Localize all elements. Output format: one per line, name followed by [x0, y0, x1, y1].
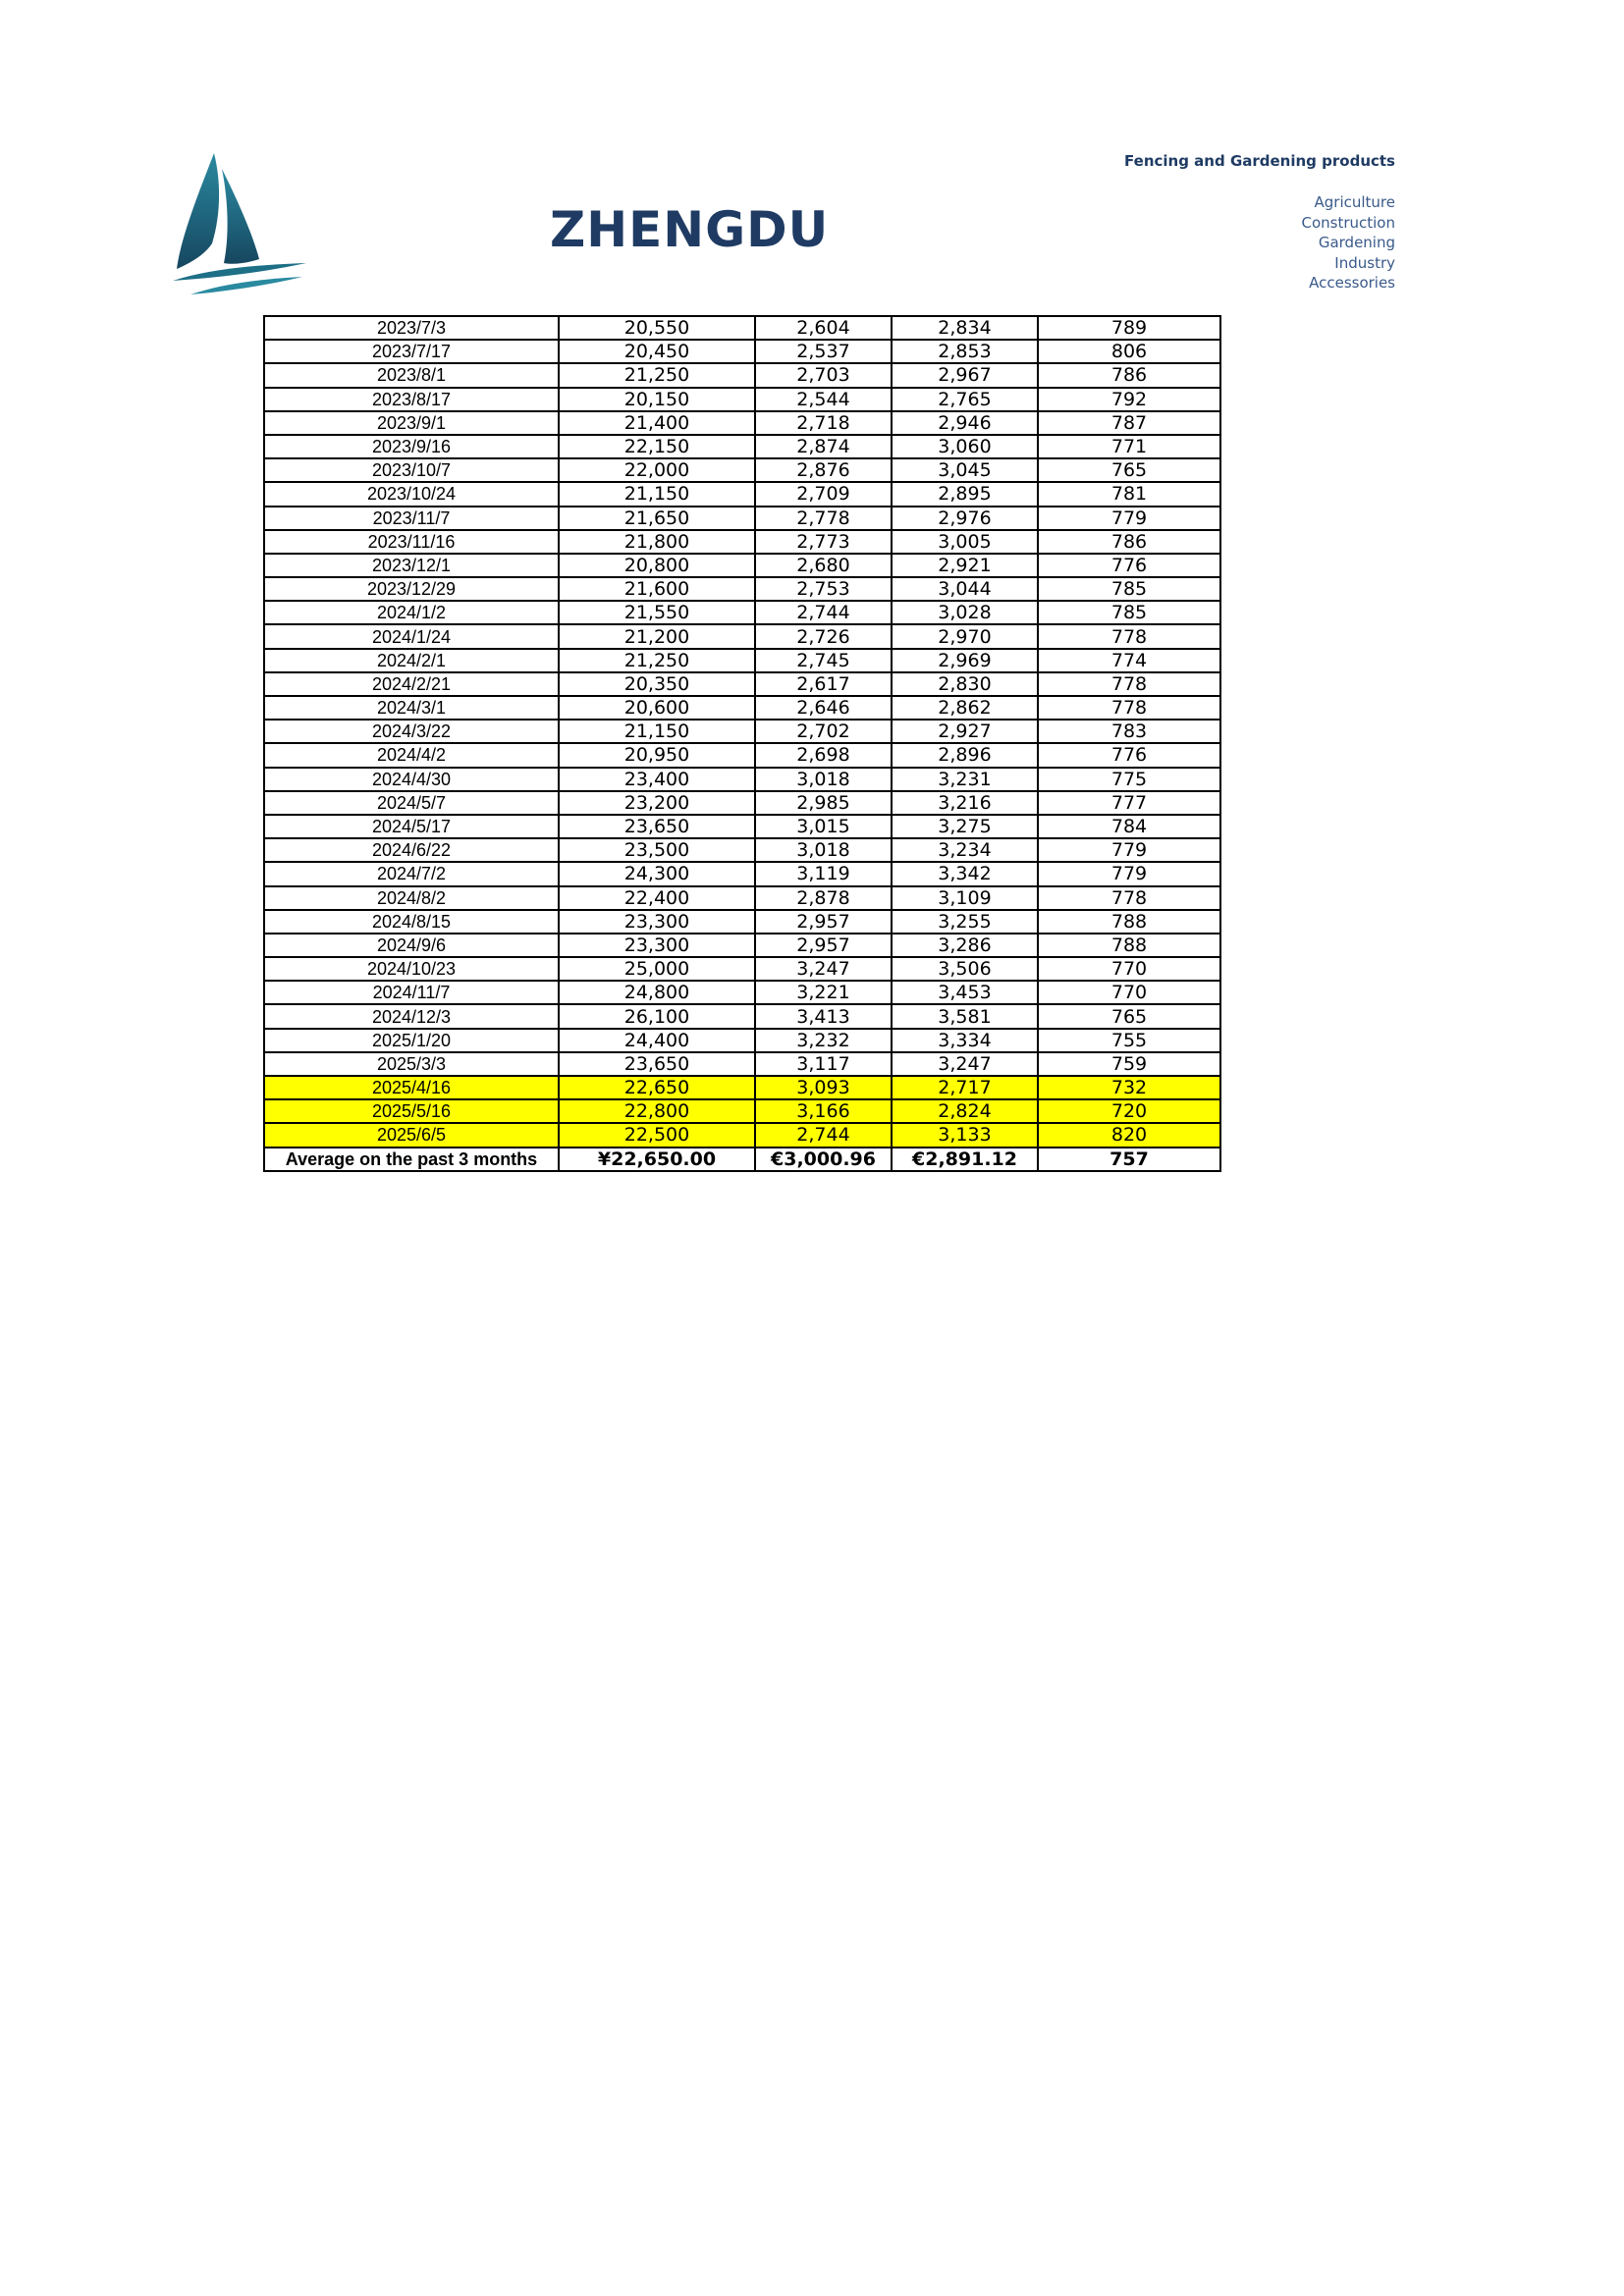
- value-cell: 20,150: [559, 388, 755, 411]
- value-cell: 778: [1038, 672, 1220, 696]
- value-cell: 787: [1038, 411, 1220, 435]
- price-table-body: [264, 316, 1220, 1171]
- date-cell: 2023/9/1: [264, 411, 559, 435]
- value-cell: 2,970: [892, 624, 1038, 648]
- value-cell: 20,800: [559, 554, 755, 577]
- table-row: [264, 1004, 1220, 1028]
- category-item: Construction: [1301, 213, 1395, 232]
- value-cell: 24,800: [559, 981, 755, 1004]
- value-cell: 778: [1038, 886, 1220, 910]
- table-row: [264, 1029, 1220, 1052]
- value-cell: 3,232: [755, 1029, 892, 1052]
- average-label: Average on the past 3 months: [264, 1148, 559, 1171]
- value-cell: 2,878: [755, 886, 892, 910]
- value-cell: 3,247: [755, 957, 892, 981]
- value-cell: 778: [1038, 624, 1220, 648]
- value-cell: 783: [1038, 720, 1220, 743]
- value-cell: 2,830: [892, 672, 1038, 696]
- value-cell: 22,400: [559, 886, 755, 910]
- date-cell: 2023/8/1: [264, 363, 559, 387]
- value-cell: 22,150: [559, 435, 755, 458]
- value-cell: 2,896: [892, 743, 1038, 767]
- value-cell: 2,765: [892, 388, 1038, 411]
- value-cell: 23,200: [559, 791, 755, 815]
- value-cell: 786: [1038, 363, 1220, 387]
- value-cell: 774: [1038, 649, 1220, 672]
- table-row: [264, 957, 1220, 981]
- date-cell: 2023/12/1: [264, 554, 559, 577]
- value-cell: 22,500: [559, 1123, 755, 1147]
- value-cell: 3,581: [892, 1004, 1038, 1028]
- category-item: Agriculture: [1314, 193, 1395, 211]
- table-row: [264, 340, 1220, 363]
- date-cell: 2023/12/29: [264, 577, 559, 601]
- value-cell: 3,453: [892, 981, 1038, 1004]
- value-cell: 784: [1038, 815, 1220, 838]
- value-cell: 20,550: [559, 316, 755, 340]
- table-row: [264, 1076, 1220, 1099]
- value-cell: 2,680: [755, 554, 892, 577]
- value-cell: 3,109: [892, 886, 1038, 910]
- value-cell: 785: [1038, 601, 1220, 624]
- value-cell: 2,537: [755, 340, 892, 363]
- date-cell: 2024/2/1: [264, 649, 559, 672]
- value-cell: 21,150: [559, 720, 755, 743]
- value-cell: 788: [1038, 910, 1220, 934]
- value-cell: 2,927: [892, 720, 1038, 743]
- category-item: Accessories: [1309, 274, 1395, 292]
- value-cell: 2,773: [755, 530, 892, 554]
- table-row: [264, 363, 1220, 387]
- value-cell: 771: [1038, 435, 1220, 458]
- value-cell: 2,646: [755, 696, 892, 720]
- value-cell: 21,150: [559, 482, 755, 506]
- date-cell: 2024/1/24: [264, 624, 559, 648]
- category-item: Industry: [1334, 253, 1395, 272]
- value-cell: 2,744: [755, 601, 892, 624]
- value-cell: 2,744: [755, 1123, 892, 1147]
- value-cell: 778: [1038, 696, 1220, 720]
- value-cell: 3,221: [755, 981, 892, 1004]
- value-cell: 788: [1038, 934, 1220, 957]
- value-cell: 755: [1038, 1029, 1220, 1052]
- value-cell: 3,334: [892, 1029, 1038, 1052]
- value-cell: 26,100: [559, 1004, 755, 1028]
- date-cell: 2024/4/30: [264, 768, 559, 791]
- value-cell: 3,216: [892, 791, 1038, 815]
- table-row: [264, 435, 1220, 458]
- table-row: [264, 981, 1220, 1004]
- value-cell: 2,834: [892, 316, 1038, 340]
- date-cell: 2024/3/22: [264, 720, 559, 743]
- value-cell: 3,093: [755, 1076, 892, 1099]
- value-cell: 3,506: [892, 957, 1038, 981]
- table-row: [264, 1052, 1220, 1076]
- value-cell: 3,247: [892, 1052, 1038, 1076]
- value-cell: 3,018: [755, 768, 892, 791]
- date-cell: 2025/3/3: [264, 1052, 559, 1076]
- value-cell: 770: [1038, 957, 1220, 981]
- value-cell: 720: [1038, 1099, 1220, 1123]
- value-cell: 3,255: [892, 910, 1038, 934]
- value-cell: 732: [1038, 1076, 1220, 1099]
- value-cell: 23,500: [559, 838, 755, 862]
- value-cell: 23,300: [559, 910, 755, 934]
- value-cell: 22,650: [559, 1076, 755, 1099]
- value-cell: 3,234: [892, 838, 1038, 862]
- value-cell: 3,060: [892, 435, 1038, 458]
- value-cell: 789: [1038, 316, 1220, 340]
- value-cell: 2,617: [755, 672, 892, 696]
- table-row: [264, 649, 1220, 672]
- table-row: [264, 743, 1220, 767]
- table-row: [264, 1099, 1220, 1123]
- table-row: [264, 910, 1220, 934]
- date-cell: 2023/10/24: [264, 482, 559, 506]
- value-cell: 2,718: [755, 411, 892, 435]
- value-cell: 786: [1038, 530, 1220, 554]
- value-cell: 2,967: [892, 363, 1038, 387]
- average-value: ¥22,650.00: [559, 1148, 755, 1171]
- value-cell: 24,400: [559, 1029, 755, 1052]
- value-cell: 2,853: [892, 340, 1038, 363]
- value-cell: 775: [1038, 768, 1220, 791]
- tagline: Fencing and Gardening products: [1124, 152, 1395, 170]
- date-cell: 2025/4/16: [264, 1076, 559, 1099]
- date-cell: 2023/9/16: [264, 435, 559, 458]
- date-cell: 2024/1/2: [264, 601, 559, 624]
- value-cell: 21,400: [559, 411, 755, 435]
- table-row: [264, 624, 1220, 648]
- table-row: [264, 388, 1220, 411]
- table-row: [264, 530, 1220, 554]
- value-cell: 765: [1038, 1004, 1220, 1028]
- date-cell: 2024/8/15: [264, 910, 559, 934]
- value-cell: 2,969: [892, 649, 1038, 672]
- value-cell: 22,000: [559, 458, 755, 482]
- date-cell: 2025/5/16: [264, 1099, 559, 1123]
- value-cell: 21,250: [559, 649, 755, 672]
- value-cell: 3,018: [755, 838, 892, 862]
- value-cell: 2,985: [755, 791, 892, 815]
- table-row: [264, 720, 1220, 743]
- value-cell: 776: [1038, 743, 1220, 767]
- table-row: [264, 316, 1220, 340]
- value-cell: 2,862: [892, 696, 1038, 720]
- value-cell: 3,045: [892, 458, 1038, 482]
- value-cell: 785: [1038, 577, 1220, 601]
- value-cell: 3,133: [892, 1123, 1038, 1147]
- value-cell: 2,876: [755, 458, 892, 482]
- value-cell: 21,650: [559, 507, 755, 530]
- value-cell: 806: [1038, 340, 1220, 363]
- value-cell: 24,300: [559, 862, 755, 885]
- date-cell: 2024/7/2: [264, 862, 559, 885]
- value-cell: 2,824: [892, 1099, 1038, 1123]
- value-cell: 2,957: [755, 934, 892, 957]
- price-table: [263, 315, 1221, 1172]
- value-cell: 2,726: [755, 624, 892, 648]
- date-cell: 2024/4/2: [264, 743, 559, 767]
- value-cell: 759: [1038, 1052, 1220, 1076]
- value-cell: 777: [1038, 791, 1220, 815]
- value-cell: 21,600: [559, 577, 755, 601]
- value-cell: 770: [1038, 981, 1220, 1004]
- category-item: Gardening: [1318, 234, 1395, 251]
- value-cell: 2,717: [892, 1076, 1038, 1099]
- value-cell: 2,604: [755, 316, 892, 340]
- table-row: [264, 554, 1220, 577]
- value-cell: 20,350: [559, 672, 755, 696]
- value-cell: 3,117: [755, 1052, 892, 1076]
- table-row: [264, 577, 1220, 601]
- table-row: [264, 815, 1220, 838]
- table-row: [264, 482, 1220, 506]
- value-cell: 20,450: [559, 340, 755, 363]
- date-cell: 2024/9/6: [264, 934, 559, 957]
- date-cell: 2023/11/16: [264, 530, 559, 554]
- value-cell: 779: [1038, 838, 1220, 862]
- value-cell: 3,119: [755, 862, 892, 885]
- table-row: [264, 768, 1220, 791]
- value-cell: 3,166: [755, 1099, 892, 1123]
- table-row: [264, 507, 1220, 530]
- sailboat-logo-icon: [171, 149, 310, 298]
- value-cell: 23,300: [559, 934, 755, 957]
- value-cell: 3,044: [892, 577, 1038, 601]
- date-cell: 2023/7/17: [264, 340, 559, 363]
- value-cell: 2,874: [755, 435, 892, 458]
- brand-name: ZHENGDU: [550, 201, 830, 258]
- value-cell: 2,921: [892, 554, 1038, 577]
- table-row: [264, 791, 1220, 815]
- table-row: [264, 672, 1220, 696]
- date-cell: 2024/2/21: [264, 672, 559, 696]
- date-cell: 2024/12/3: [264, 1004, 559, 1028]
- value-cell: 3,028: [892, 601, 1038, 624]
- value-cell: 3,005: [892, 530, 1038, 554]
- value-cell: 2,778: [755, 507, 892, 530]
- value-cell: 21,550: [559, 601, 755, 624]
- value-cell: 2,709: [755, 482, 892, 506]
- value-cell: 21,250: [559, 363, 755, 387]
- date-cell: 2024/6/22: [264, 838, 559, 862]
- value-cell: 2,745: [755, 649, 892, 672]
- date-cell: 2023/8/17: [264, 388, 559, 411]
- date-cell: 2023/7/3: [264, 316, 559, 340]
- date-cell: 2025/1/20: [264, 1029, 559, 1052]
- table-row: [264, 934, 1220, 957]
- value-cell: 2,698: [755, 743, 892, 767]
- value-cell: 781: [1038, 482, 1220, 506]
- value-cell: 765: [1038, 458, 1220, 482]
- value-cell: 3,342: [892, 862, 1038, 885]
- value-cell: 776: [1038, 554, 1220, 577]
- value-cell: 779: [1038, 862, 1220, 885]
- value-cell: 3,286: [892, 934, 1038, 957]
- value-cell: 2,544: [755, 388, 892, 411]
- table-row: [264, 1123, 1220, 1147]
- average-row: [264, 1148, 1220, 1171]
- value-cell: 3,275: [892, 815, 1038, 838]
- value-cell: 23,650: [559, 1052, 755, 1076]
- value-cell: 3,413: [755, 1004, 892, 1028]
- average-value: €2,891.12: [892, 1148, 1038, 1171]
- value-cell: 22,800: [559, 1099, 755, 1123]
- table-row: [264, 862, 1220, 885]
- table-row: [264, 411, 1220, 435]
- value-cell: 21,800: [559, 530, 755, 554]
- category-list: [1301, 192, 1395, 294]
- table-row: [264, 696, 1220, 720]
- date-cell: 2024/3/1: [264, 696, 559, 720]
- value-cell: 2,976: [892, 507, 1038, 530]
- value-cell: 2,895: [892, 482, 1038, 506]
- date-cell: 2024/5/7: [264, 791, 559, 815]
- value-cell: 20,950: [559, 743, 755, 767]
- value-cell: 25,000: [559, 957, 755, 981]
- date-cell: 2024/10/23: [264, 957, 559, 981]
- table-row: [264, 838, 1220, 862]
- average-value: €3,000.96: [755, 1148, 892, 1171]
- value-cell: 2,703: [755, 363, 892, 387]
- date-cell: 2024/8/2: [264, 886, 559, 910]
- date-cell: 2024/5/17: [264, 815, 559, 838]
- table-row: [264, 458, 1220, 482]
- date-cell: 2025/6/5: [264, 1123, 559, 1147]
- table-row: [264, 886, 1220, 910]
- value-cell: 23,650: [559, 815, 755, 838]
- value-cell: 23,400: [559, 768, 755, 791]
- value-cell: 820: [1038, 1123, 1220, 1147]
- value-cell: 3,231: [892, 768, 1038, 791]
- average-value: 757: [1038, 1148, 1220, 1171]
- value-cell: 2,702: [755, 720, 892, 743]
- value-cell: 2,946: [892, 411, 1038, 435]
- table-row: [264, 601, 1220, 624]
- value-cell: 792: [1038, 388, 1220, 411]
- value-cell: 2,753: [755, 577, 892, 601]
- value-cell: 20,600: [559, 696, 755, 720]
- date-cell: 2024/11/7: [264, 981, 559, 1004]
- date-cell: 2023/10/7: [264, 458, 559, 482]
- value-cell: 21,200: [559, 624, 755, 648]
- value-cell: 2,957: [755, 910, 892, 934]
- value-cell: 3,015: [755, 815, 892, 838]
- value-cell: 779: [1038, 507, 1220, 530]
- date-cell: 2023/11/7: [264, 507, 559, 530]
